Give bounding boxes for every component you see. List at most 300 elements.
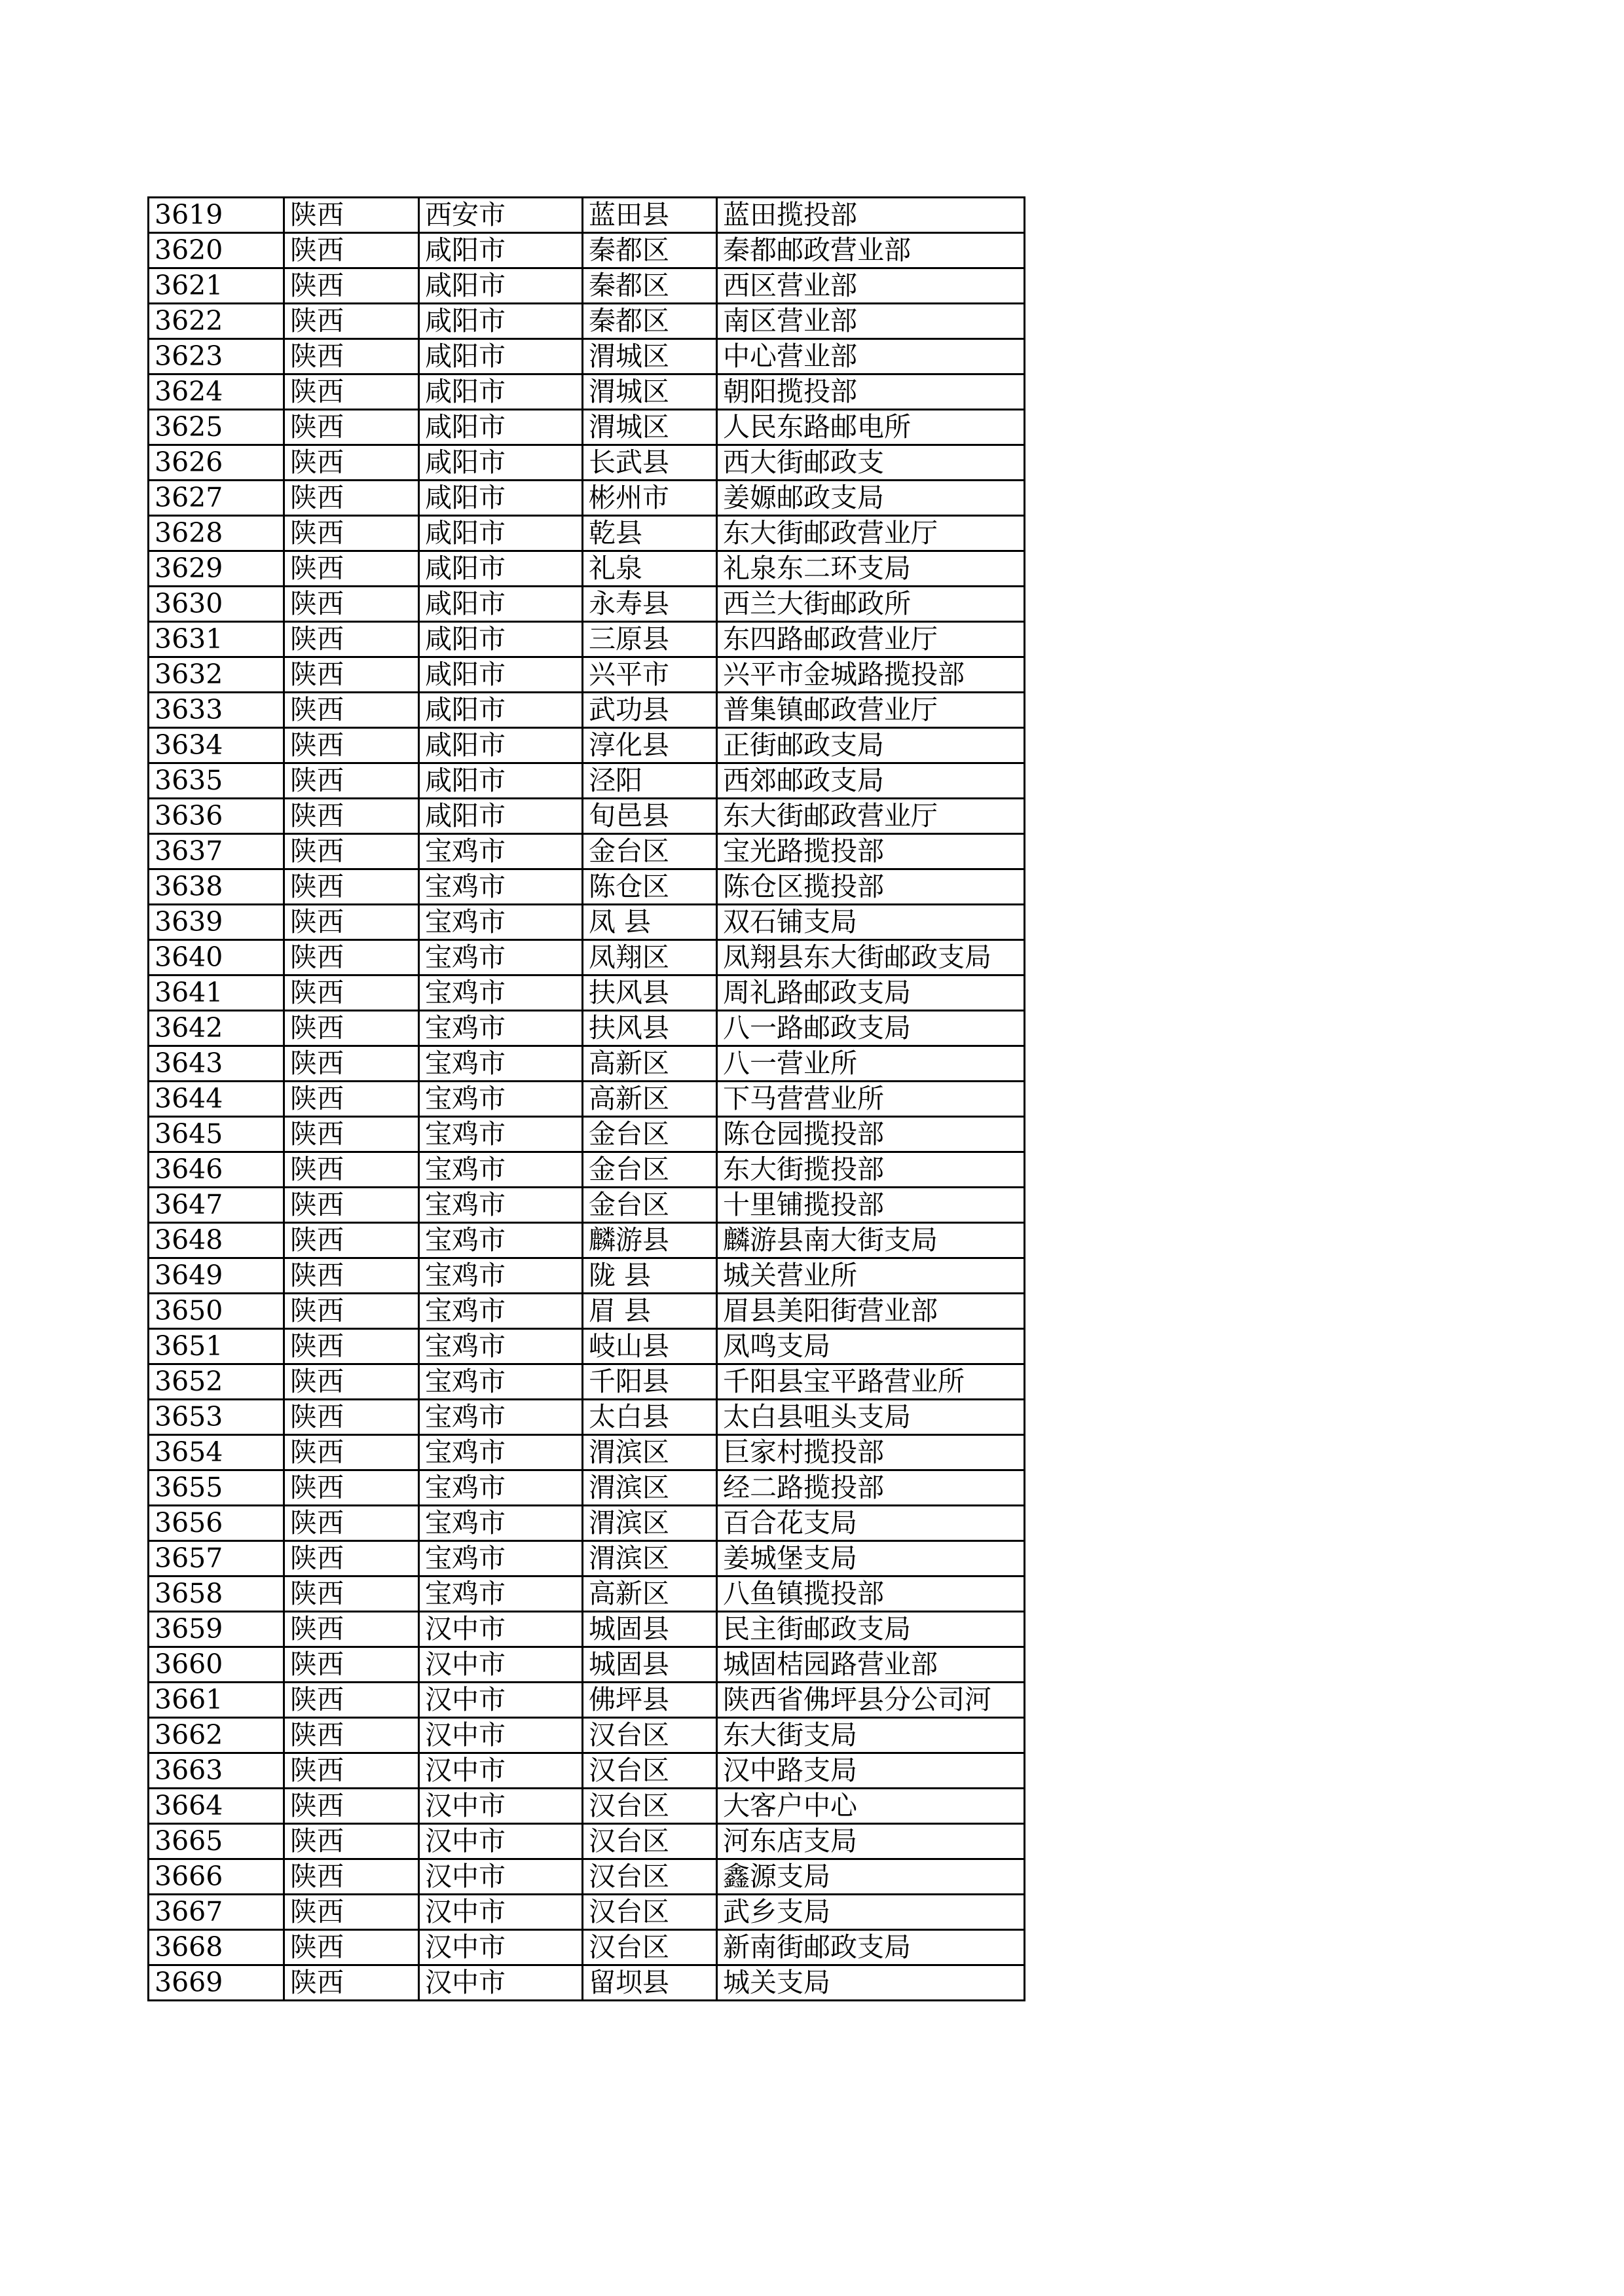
post-office-table <box>147 196 1025 2001</box>
city-cell: 宝鸡市 <box>419 1258 583 1294</box>
city-cell: 汉中市 <box>419 1612 583 1647</box>
office-name-cell: 陈仓园揽投部 <box>717 1117 1025 1152</box>
city-cell: 咸阳市 <box>419 693 583 728</box>
district-cell: 汉台区 <box>583 1859 717 1895</box>
table-row <box>149 1895 1025 1930</box>
district-cell: 汉台区 <box>583 1718 717 1753</box>
province-cell: 陕西 <box>284 975 419 1011</box>
table-row <box>149 1329 1025 1364</box>
row-number-cell: 3664 <box>149 1789 284 1824</box>
city-cell: 宝鸡市 <box>419 1046 583 1082</box>
province-cell: 陕西 <box>284 1683 419 1718</box>
province-cell: 陕西 <box>284 1859 419 1895</box>
table-row <box>149 233 1025 268</box>
row-number-cell: 3660 <box>149 1647 284 1683</box>
city-cell: 汉中市 <box>419 1789 583 1824</box>
district-cell: 秦都区 <box>583 268 717 304</box>
district-cell: 汉台区 <box>583 1930 717 1965</box>
city-cell: 宝鸡市 <box>419 869 583 905</box>
province-cell: 陕西 <box>284 1435 419 1470</box>
city-cell: 汉中市 <box>419 1753 583 1789</box>
district-cell: 汉台区 <box>583 1789 717 1824</box>
city-cell: 宝鸡市 <box>419 1011 583 1046</box>
city-cell: 咸阳市 <box>419 481 583 516</box>
row-number-cell: 3654 <box>149 1435 284 1470</box>
table-row <box>149 1789 1025 1824</box>
table-row <box>149 410 1025 445</box>
city-cell: 汉中市 <box>419 1718 583 1753</box>
office-name-cell: 双石铺支局 <box>717 905 1025 940</box>
office-name-cell: 人民东路邮电所 <box>717 410 1025 445</box>
district-cell: 秦都区 <box>583 233 717 268</box>
city-cell: 宝鸡市 <box>419 1294 583 1329</box>
office-name-cell: 朝阳揽投部 <box>717 374 1025 410</box>
row-number-cell: 3635 <box>149 763 284 799</box>
city-cell: 宝鸡市 <box>419 834 583 869</box>
office-name-cell: 千阳县宝平路营业所 <box>717 1364 1025 1400</box>
table-row <box>149 940 1025 975</box>
row-number-cell: 3644 <box>149 1082 284 1117</box>
table-row <box>149 304 1025 339</box>
office-name-cell: 太白县咀头支局 <box>717 1400 1025 1435</box>
office-name-cell: 普集镇邮政营业厅 <box>717 693 1025 728</box>
table-row <box>149 1258 1025 1294</box>
table-row <box>149 1294 1025 1329</box>
district-cell: 陇 县 <box>583 1258 717 1294</box>
table-row <box>149 1223 1025 1258</box>
table-row <box>149 1576 1025 1612</box>
office-name-cell: 西区营业部 <box>717 268 1025 304</box>
row-number-cell: 3627 <box>149 481 284 516</box>
city-cell: 咸阳市 <box>419 304 583 339</box>
province-cell: 陕西 <box>284 268 419 304</box>
province-cell: 陕西 <box>284 198 419 233</box>
office-name-cell: 新南街邮政支局 <box>717 1930 1025 1965</box>
province-cell: 陕西 <box>284 763 419 799</box>
district-cell: 永寿县 <box>583 587 717 622</box>
province-cell: 陕西 <box>284 481 419 516</box>
table-row <box>149 481 1025 516</box>
province-cell: 陕西 <box>284 1152 419 1188</box>
city-cell: 咸阳市 <box>419 410 583 445</box>
district-cell: 佛坪县 <box>583 1683 717 1718</box>
district-cell: 兴平市 <box>583 657 717 693</box>
row-number-cell: 3619 <box>149 198 284 233</box>
city-cell: 宝鸡市 <box>419 1082 583 1117</box>
district-cell: 汉台区 <box>583 1824 717 1859</box>
district-cell: 泾阳 <box>583 763 717 799</box>
row-number-cell: 3649 <box>149 1258 284 1294</box>
province-cell: 陕西 <box>284 1965 419 2001</box>
office-name-cell: 秦都邮政营业部 <box>717 233 1025 268</box>
district-cell: 渭滨区 <box>583 1435 717 1470</box>
city-cell: 汉中市 <box>419 1824 583 1859</box>
table-row <box>149 1683 1025 1718</box>
province-cell: 陕西 <box>284 516 419 551</box>
row-number-cell: 3642 <box>149 1011 284 1046</box>
district-cell: 太白县 <box>583 1400 717 1435</box>
district-cell: 渭城区 <box>583 374 717 410</box>
district-cell: 扶风县 <box>583 975 717 1011</box>
province-cell: 陕西 <box>284 1824 419 1859</box>
table-body <box>149 198 1025 2001</box>
district-cell: 城固县 <box>583 1612 717 1647</box>
district-cell: 彬州市 <box>583 481 717 516</box>
table-row <box>149 551 1025 587</box>
office-name-cell: 南区营业部 <box>717 304 1025 339</box>
city-cell: 宝鸡市 <box>419 1223 583 1258</box>
district-cell: 千阳县 <box>583 1364 717 1400</box>
office-name-cell: 东大街邮政营业厅 <box>717 516 1025 551</box>
table-row <box>149 1718 1025 1753</box>
row-number-cell: 3634 <box>149 728 284 763</box>
city-cell: 咸阳市 <box>419 587 583 622</box>
province-cell: 陕西 <box>284 799 419 834</box>
district-cell: 淳化县 <box>583 728 717 763</box>
province-cell: 陕西 <box>284 1046 419 1082</box>
table-row <box>149 1188 1025 1223</box>
office-name-cell: 八一路邮政支局 <box>717 1011 1025 1046</box>
row-number-cell: 3661 <box>149 1683 284 1718</box>
office-name-cell: 姜嫄邮政支局 <box>717 481 1025 516</box>
province-cell: 陕西 <box>284 657 419 693</box>
city-cell: 宝鸡市 <box>419 1188 583 1223</box>
office-name-cell: 城关营业所 <box>717 1258 1025 1294</box>
row-number-cell: 3637 <box>149 834 284 869</box>
office-name-cell: 河东店支局 <box>717 1824 1025 1859</box>
district-cell: 渭城区 <box>583 410 717 445</box>
office-name-cell: 宝光路揽投部 <box>717 834 1025 869</box>
row-number-cell: 3640 <box>149 940 284 975</box>
province-cell: 陕西 <box>284 339 419 374</box>
province-cell: 陕西 <box>284 728 419 763</box>
table-row <box>149 869 1025 905</box>
table-row <box>149 1965 1025 2001</box>
office-name-cell: 十里铺揽投部 <box>717 1188 1025 1223</box>
table-row <box>149 1859 1025 1895</box>
city-cell: 汉中市 <box>419 1647 583 1683</box>
office-name-cell: 凤翔县东大街邮政支局 <box>717 940 1025 975</box>
row-number-cell: 3632 <box>149 657 284 693</box>
district-cell: 岐山县 <box>583 1329 717 1364</box>
row-number-cell: 3655 <box>149 1470 284 1506</box>
office-name-cell: 西大街邮政支 <box>717 445 1025 481</box>
table-row <box>149 657 1025 693</box>
row-number-cell: 3647 <box>149 1188 284 1223</box>
district-cell: 扶风县 <box>583 1011 717 1046</box>
row-number-cell: 3624 <box>149 374 284 410</box>
office-name-cell: 东大街揽投部 <box>717 1152 1025 1188</box>
table-row <box>149 1753 1025 1789</box>
district-cell: 秦都区 <box>583 304 717 339</box>
table-row <box>149 1117 1025 1152</box>
office-name-cell: 下马营营业所 <box>717 1082 1025 1117</box>
district-cell: 汉台区 <box>583 1753 717 1789</box>
office-name-cell: 百合花支局 <box>717 1506 1025 1541</box>
district-cell: 城固县 <box>583 1647 717 1683</box>
office-name-cell: 周礼路邮政支局 <box>717 975 1025 1011</box>
office-name-cell: 东大街支局 <box>717 1718 1025 1753</box>
office-name-cell: 东大街邮政营业厅 <box>717 799 1025 834</box>
city-cell: 汉中市 <box>419 1859 583 1895</box>
office-name-cell: 陕西省佛坪县分公司河 <box>717 1683 1025 1718</box>
city-cell: 宝鸡市 <box>419 975 583 1011</box>
row-number-cell: 3636 <box>149 799 284 834</box>
row-number-cell: 3645 <box>149 1117 284 1152</box>
district-cell: 麟游县 <box>583 1223 717 1258</box>
city-cell: 宝鸡市 <box>419 905 583 940</box>
office-name-cell: 八一营业所 <box>717 1046 1025 1082</box>
table-row <box>149 339 1025 374</box>
province-cell: 陕西 <box>284 1612 419 1647</box>
office-name-cell: 陈仓区揽投部 <box>717 869 1025 905</box>
row-number-cell: 3639 <box>149 905 284 940</box>
office-name-cell: 麟游县南大街支局 <box>717 1223 1025 1258</box>
table-row <box>149 374 1025 410</box>
row-number-cell: 3658 <box>149 1576 284 1612</box>
city-cell: 咸阳市 <box>419 516 583 551</box>
table-row <box>149 1011 1025 1046</box>
row-number-cell: 3622 <box>149 304 284 339</box>
province-cell: 陕西 <box>284 233 419 268</box>
province-cell: 陕西 <box>284 1789 419 1824</box>
office-name-cell: 汉中路支局 <box>717 1753 1025 1789</box>
table-row <box>149 975 1025 1011</box>
office-name-cell: 凤鸣支局 <box>717 1329 1025 1364</box>
office-name-cell: 东四路邮政营业厅 <box>717 622 1025 657</box>
office-name-cell: 姜城堡支局 <box>717 1541 1025 1576</box>
province-cell: 陕西 <box>284 374 419 410</box>
table-row <box>149 1824 1025 1859</box>
district-cell: 渭滨区 <box>583 1541 717 1576</box>
table-row <box>149 445 1025 481</box>
table-row <box>149 516 1025 551</box>
row-number-cell: 3663 <box>149 1753 284 1789</box>
table-row <box>149 1435 1025 1470</box>
province-cell: 陕西 <box>284 1647 419 1683</box>
row-number-cell: 3646 <box>149 1152 284 1188</box>
province-cell: 陕西 <box>284 1930 419 1965</box>
district-cell: 礼泉 <box>583 551 717 587</box>
city-cell: 咸阳市 <box>419 657 583 693</box>
province-cell: 陕西 <box>284 1117 419 1152</box>
district-cell: 眉 县 <box>583 1294 717 1329</box>
office-name-cell: 城关支局 <box>717 1965 1025 2001</box>
table-row <box>149 1152 1025 1188</box>
city-cell: 汉中市 <box>419 1930 583 1965</box>
province-cell: 陕西 <box>284 834 419 869</box>
office-name-cell: 蓝田揽投部 <box>717 198 1025 233</box>
office-name-cell: 巨家村揽投部 <box>717 1435 1025 1470</box>
office-name-cell: 眉县美阳街营业部 <box>717 1294 1025 1329</box>
city-cell: 宝鸡市 <box>419 1506 583 1541</box>
district-cell: 金台区 <box>583 834 717 869</box>
province-cell: 陕西 <box>284 410 419 445</box>
province-cell: 陕西 <box>284 1082 419 1117</box>
row-number-cell: 3657 <box>149 1541 284 1576</box>
city-cell: 咸阳市 <box>419 551 583 587</box>
office-name-cell: 礼泉东二环支局 <box>717 551 1025 587</box>
city-cell: 汉中市 <box>419 1895 583 1930</box>
district-cell: 高新区 <box>583 1576 717 1612</box>
row-number-cell: 3621 <box>149 268 284 304</box>
row-number-cell: 3623 <box>149 339 284 374</box>
row-number-cell: 3666 <box>149 1859 284 1895</box>
district-cell: 武功县 <box>583 693 717 728</box>
district-cell: 金台区 <box>583 1117 717 1152</box>
city-cell: 咸阳市 <box>419 445 583 481</box>
office-name-cell: 正街邮政支局 <box>717 728 1025 763</box>
row-number-cell: 3651 <box>149 1329 284 1364</box>
row-number-cell: 3628 <box>149 516 284 551</box>
province-cell: 陕西 <box>284 869 419 905</box>
table-row <box>149 1647 1025 1683</box>
city-cell: 咸阳市 <box>419 268 583 304</box>
row-number-cell: 3656 <box>149 1506 284 1541</box>
row-number-cell: 3667 <box>149 1895 284 1930</box>
office-name-cell: 城固桔园路营业部 <box>717 1647 1025 1683</box>
table-row <box>149 1541 1025 1576</box>
city-cell: 汉中市 <box>419 1683 583 1718</box>
row-number-cell: 3662 <box>149 1718 284 1753</box>
table-row <box>149 1930 1025 1965</box>
row-number-cell: 3625 <box>149 410 284 445</box>
province-cell: 陕西 <box>284 1294 419 1329</box>
province-cell: 陕西 <box>284 1470 419 1506</box>
office-name-cell: 西郊邮政支局 <box>717 763 1025 799</box>
row-number-cell: 3643 <box>149 1046 284 1082</box>
province-cell: 陕西 <box>284 1895 419 1930</box>
row-number-cell: 3659 <box>149 1612 284 1647</box>
city-cell: 咸阳市 <box>419 374 583 410</box>
city-cell: 宝鸡市 <box>419 1152 583 1188</box>
city-cell: 咸阳市 <box>419 339 583 374</box>
province-cell: 陕西 <box>284 693 419 728</box>
table-row <box>149 905 1025 940</box>
province-cell: 陕西 <box>284 1188 419 1223</box>
row-number-cell: 3641 <box>149 975 284 1011</box>
table-row <box>149 1082 1025 1117</box>
table-row <box>149 728 1025 763</box>
district-cell: 留坝县 <box>583 1965 717 2001</box>
province-cell: 陕西 <box>284 1258 419 1294</box>
province-cell: 陕西 <box>284 1576 419 1612</box>
row-number-cell: 3638 <box>149 869 284 905</box>
district-cell: 高新区 <box>583 1046 717 1082</box>
city-cell: 咸阳市 <box>419 233 583 268</box>
table-row <box>149 799 1025 834</box>
table-row <box>149 587 1025 622</box>
city-cell: 咸阳市 <box>419 622 583 657</box>
city-cell: 宝鸡市 <box>419 1541 583 1576</box>
district-cell: 金台区 <box>583 1152 717 1188</box>
district-cell: 蓝田县 <box>583 198 717 233</box>
city-cell: 宝鸡市 <box>419 1576 583 1612</box>
district-cell: 渭滨区 <box>583 1506 717 1541</box>
district-cell: 旬邑县 <box>583 799 717 834</box>
table-row <box>149 1046 1025 1082</box>
table-row <box>149 268 1025 304</box>
row-number-cell: 3669 <box>149 1965 284 2001</box>
city-cell: 咸阳市 <box>419 728 583 763</box>
province-cell: 陕西 <box>284 445 419 481</box>
district-cell: 渭滨区 <box>583 1470 717 1506</box>
city-cell: 宝鸡市 <box>419 1400 583 1435</box>
province-cell: 陕西 <box>284 1364 419 1400</box>
row-number-cell: 3650 <box>149 1294 284 1329</box>
office-name-cell: 大客户中心 <box>717 1789 1025 1824</box>
province-cell: 陕西 <box>284 1753 419 1789</box>
district-cell: 汉台区 <box>583 1895 717 1930</box>
office-name-cell: 民主街邮政支局 <box>717 1612 1025 1647</box>
office-name-cell: 经二路揽投部 <box>717 1470 1025 1506</box>
district-cell: 乾县 <box>583 516 717 551</box>
province-cell: 陕西 <box>284 622 419 657</box>
office-name-cell: 八鱼镇揽投部 <box>717 1576 1025 1612</box>
province-cell: 陕西 <box>284 940 419 975</box>
province-cell: 陕西 <box>284 1541 419 1576</box>
city-cell: 宝鸡市 <box>419 1470 583 1506</box>
row-number-cell: 3668 <box>149 1930 284 1965</box>
table-row <box>149 693 1025 728</box>
city-cell: 咸阳市 <box>419 763 583 799</box>
province-cell: 陕西 <box>284 587 419 622</box>
province-cell: 陕西 <box>284 1011 419 1046</box>
office-name-cell: 兴平市金城路揽投部 <box>717 657 1025 693</box>
table-row <box>149 1470 1025 1506</box>
province-cell: 陕西 <box>284 1400 419 1435</box>
district-cell: 凤翔区 <box>583 940 717 975</box>
table-row <box>149 1400 1025 1435</box>
table-row <box>149 763 1025 799</box>
district-cell: 高新区 <box>583 1082 717 1117</box>
table-row <box>149 1364 1025 1400</box>
table-row <box>149 834 1025 869</box>
province-cell: 陕西 <box>284 304 419 339</box>
row-number-cell: 3653 <box>149 1400 284 1435</box>
district-cell: 长武县 <box>583 445 717 481</box>
row-number-cell: 3652 <box>149 1364 284 1400</box>
table-row <box>149 1612 1025 1647</box>
table-row <box>149 1506 1025 1541</box>
province-cell: 陕西 <box>284 1506 419 1541</box>
province-cell: 陕西 <box>284 1223 419 1258</box>
province-cell: 陕西 <box>284 551 419 587</box>
district-cell: 陈仓区 <box>583 869 717 905</box>
province-cell: 陕西 <box>284 905 419 940</box>
city-cell: 汉中市 <box>419 1965 583 2001</box>
district-cell: 渭城区 <box>583 339 717 374</box>
row-number-cell: 3648 <box>149 1223 284 1258</box>
province-cell: 陕西 <box>284 1329 419 1364</box>
city-cell: 宝鸡市 <box>419 1117 583 1152</box>
row-number-cell: 3630 <box>149 587 284 622</box>
city-cell: 宝鸡市 <box>419 1435 583 1470</box>
row-number-cell: 3626 <box>149 445 284 481</box>
province-cell: 陕西 <box>284 1718 419 1753</box>
city-cell: 宝鸡市 <box>419 1364 583 1400</box>
row-number-cell: 3620 <box>149 233 284 268</box>
row-number-cell: 3631 <box>149 622 284 657</box>
row-number-cell: 3629 <box>149 551 284 587</box>
row-number-cell: 3633 <box>149 693 284 728</box>
row-number-cell: 3665 <box>149 1824 284 1859</box>
office-name-cell: 鑫源支局 <box>717 1859 1025 1895</box>
district-cell: 三原县 <box>583 622 717 657</box>
office-name-cell: 中心营业部 <box>717 339 1025 374</box>
city-cell: 宝鸡市 <box>419 1329 583 1364</box>
city-cell: 咸阳市 <box>419 799 583 834</box>
